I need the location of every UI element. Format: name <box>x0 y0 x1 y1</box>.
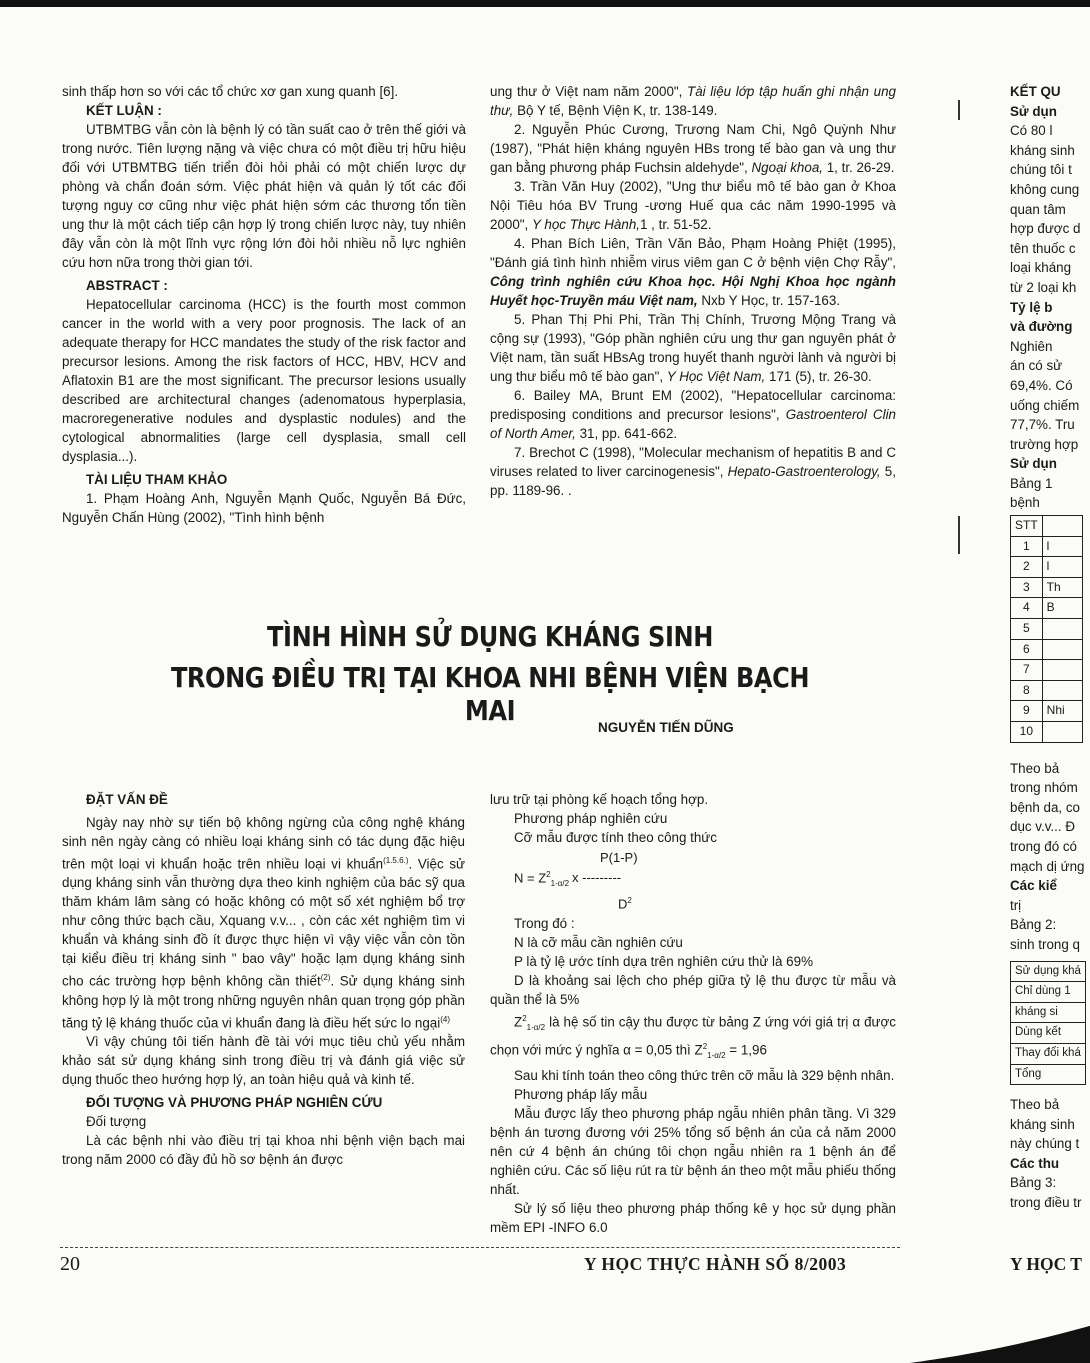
table-row: Sử dụng khá <box>1011 961 1086 982</box>
fragment-line: Các kiể <box>1010 878 1057 894</box>
journal-footer-fragment: Y HỌC T <box>1010 1254 1082 1274</box>
reference-item: 5. Phan Thị Phi Phi, Trần Thị Chính, Trương Mộng Trang và cộng sự (1993), "Góp phần nghiên cứu ung thư gan nguyên phát ở Việt nam, tần suất HBsAg trong huyết thanh người lành và người bị ung thư biểu mô tế bào gan", Y Học Việt Nam, 171 (5), tr. 26-30. <box>490 312 896 384</box>
subheading: Phương pháp nghiên cứu <box>514 811 668 826</box>
paragraph: Cỡ mẫu được tính theo công thức <box>514 830 717 845</box>
fragment-line: trong đó có <box>1010 838 1077 854</box>
footer-divider <box>60 1247 900 1248</box>
fragment-line: trong nhóm <box>1010 780 1078 796</box>
table-row: 4 B <box>1011 598 1083 619</box>
table-row: Thay đổi khá <box>1011 1043 1086 1064</box>
paragraph: P là tỷ lệ ước tính dựa trên nghiên cứu thử là 69% <box>514 954 813 970</box>
reference-item: ung thư ở Việt nam năm 2000", Tài liệu lớp tập huấn ghi nhận ung thư, Bộ Y tế, Bệnh Viện K, tr. 138-149. <box>490 84 896 118</box>
table-row: 2 l <box>1011 557 1083 578</box>
references-heading: TÀI LIỆU THAM KHẢO <box>86 472 228 487</box>
left-column-bottom <box>62 790 465 1169</box>
fragment-line: không cung <box>1010 181 1080 197</box>
table-row: kháng si <box>1011 1002 1086 1023</box>
fragment-line: này chúng t <box>1010 1136 1080 1152</box>
fragment-line: án có sử <box>1010 358 1063 374</box>
fragment-line: loại kháng <box>1010 260 1072 276</box>
sample-size-formula: P(1-P) $N = Z^2_{1-\alpha/2}$ x --------- $D^2$ <box>514 850 638 912</box>
subheading: Phương pháp lấy mẫu <box>514 1086 648 1102</box>
paragraph: D là khoảng sai lệch cho phép giữa tỷ lệ thu được từ mẫu và quần thể là 5% <box>490 973 896 1008</box>
fragment-line: Bảng 2: <box>1010 917 1057 933</box>
paragraph: Là các bệnh nhi vào điều trị tại khoa nhi bệnh viện bạch mai trong năm 2000 có đầy đủ hồ sơ bệnh án được <box>62 1133 465 1168</box>
left-column-top <box>62 82 466 527</box>
table-row: 9 Nhi <box>1011 701 1083 722</box>
author-name: NGUYỄN TIẾN DŨNG <box>598 720 734 735</box>
conclusion-heading: KẾT LUẬN : <box>86 103 162 118</box>
paragraph: sinh thấp hơn so với các tổ chức xơ gan xung quanh [6]. <box>62 84 399 99</box>
fragment-line: trường hợp <box>1010 436 1079 452</box>
fragment-line: kháng sinh <box>1010 1116 1075 1132</box>
fragment-text <box>1010 1095 1090 1213</box>
fragment-line: Tỷ lệ b <box>1010 299 1053 315</box>
fragment-line: Có 80 l <box>1010 123 1053 139</box>
paragraph: lưu trữ tại phòng kế hoạch tổng hợp. <box>490 792 709 807</box>
fragment-line: Nghiên <box>1010 338 1053 354</box>
right-column-bottom <box>490 790 896 1237</box>
table-row: 1 l <box>1011 536 1083 557</box>
fragment-line: bệnh da, co <box>1010 799 1080 815</box>
fragment-line: Các thu <box>1010 1155 1060 1171</box>
reference-item: 7. Brechot C (1998), "Molecular mechanism of hepatitis B and C viruses related to liver carcinogenesis", Hepato-Gastroenterology, 5, pp. 1189-96. . <box>490 445 896 498</box>
table-row: 7 <box>1011 660 1083 681</box>
right-page-fragment <box>1010 82 1090 1282</box>
table-row: Tổng <box>1011 1064 1086 1085</box>
reference-item: 1. Phạm Hoàng Anh, Nguyễn Mạnh Quốc, Nguyễn Bá Đức, Nguyễn Chấn Hùng (2002), "Tình hình bệnh <box>62 491 466 525</box>
fragment-text <box>1010 82 1090 513</box>
abstract-heading: ABSTRACT : <box>86 278 168 293</box>
table-header-cell: STT <box>1011 516 1043 537</box>
fragment-line: bệnh <box>1010 495 1040 511</box>
reference-item: 3. Trần Văn Huy (2002), "Ung thư biểu mô tế bào gan ở Khoa Nội Tiêu hóa BV Trung -ương Huế qua các năm 1990-1995 và 2000", Y học Thực Hành,1 , tr. 51-52. <box>490 179 896 232</box>
fragment-line: Theo bả <box>1010 1097 1060 1113</box>
gutter-mark <box>958 100 960 120</box>
table-row: 8 <box>1011 680 1083 701</box>
fragment-line: quan tâm <box>1010 201 1066 217</box>
fragment-line: mạch dị ứng <box>1010 858 1085 874</box>
conclusion-paragraph: UTBMTBG vẫn còn là bệnh lý có tần suất cao ở trên thế giới và trong nước. Tiên lượng nặng và việc chưa có một điều trị hữu hiệu đối với UTBMTBG tiến triển đòi hỏi phải có một chiến lược dự phòng và chẩn đoán sớm. Việc phát hiện và quản lý tốt các đối tượng nguy cơ cũng như việc phát hiện sớm các thương tổn tiền ung thư là một cách tiếp cận hợp lý trong chiến lược này, tuy nhiên đây vẫn còn là một lĩnh vực rộng lớn đòi hỏi nhiều nỗ lực nghiên cứu hơn nữa trong thời gian tới. <box>62 122 466 270</box>
page-number: 20 <box>60 1253 80 1275</box>
fragment-line: từ 2 loại kh <box>1010 279 1077 295</box>
paragraph: Sau khi tính toán theo công thức trên cỡ mẫu là 329 bệnh nhân. <box>514 1067 895 1083</box>
fragment-line: Theo bả <box>1010 760 1060 776</box>
paragraph: N là cỡ mẫu cần nghiên cứu <box>514 935 683 951</box>
page-corner-shadow <box>900 1318 1090 1363</box>
section-heading: ĐỐI TƯỢNG VÀ PHƯƠNG PHÁP NGHIÊN CỨU <box>86 1095 383 1111</box>
article-title-line-2: TRONG ĐIỀU TRỊ TẠI KHOA NHI BỆNH VIỆN BẠCH MAI <box>170 661 810 727</box>
paragraph: Sử lý số liệu theo phương pháp thống kê y học sử dụng phần mềm EPI -INFO 6.0 <box>490 1200 896 1235</box>
top-edge-line <box>0 0 1090 7</box>
gutter-mark <box>958 516 960 554</box>
table-row: 6 <box>1011 639 1083 660</box>
fragment-line: hợp được d <box>1010 221 1081 237</box>
fragment-line: sinh trong q <box>1010 936 1080 952</box>
fragment-line: 69,4%. Có <box>1010 377 1073 393</box>
table-row: 10 <box>1011 722 1083 743</box>
fragment-line: uống chiếm <box>1010 397 1080 413</box>
fragment-line: chúng tôi t <box>1010 162 1072 178</box>
abstract-paragraph: Hepatocellular carcinoma (HCC) is the fourth most common cancer in the world with a very poor prognosis. The lack of an adequate therapy for HCC mandates the study of the risk factor and precursor lesions. Among the risk factors of HCC, HBV, HCV and Aflatoxin B1 are the most significant. The precursor lesions usually described are architectural changes (adenomatous hyperplasia, macroregenerative nodules and dysplastic nodules) and the cytological abnormalities (large cell dysplasia, small cell dysplasia...). <box>62 297 466 464</box>
journal-footer: Y HỌC THỰC HÀNH SỐ 8/2003 <box>584 1254 847 1274</box>
fragment-line: trong điều tr <box>1010 1195 1082 1211</box>
table-2-fragment <box>1010 961 1086 1086</box>
fragment-line: tên thuốc c <box>1010 240 1076 256</box>
fragment-line: Bảng 1 <box>1010 475 1053 491</box>
paragraph: Vì vậy chúng tôi tiến hành đề tài với mục tiêu chủ yếu nhằm khảo sát sử dụng kháng sinh trong điều trị và đánh giá việc sử dụng thuốc theo hướng hợp lý, an toàn hiệu quả và kinh tế. <box>62 1034 465 1088</box>
fragment-line: 77,7%. Tru <box>1010 417 1075 433</box>
table-row: Chỉ dùng 1 <box>1011 982 1086 1003</box>
fragment-line: trị <box>1010 897 1022 913</box>
fragment-line: và đường <box>1010 319 1073 335</box>
reference-item: 2. Nguyễn Phúc Cương, Trương Nam Chi, Ngô Quỳnh Như (1987), "Phát hiện kháng nguyên HBs trong tế bào gan và ung thư gan bằng phương pháp Fuchsin aldehyde", Ngoại khoa, 1, tr. 26-29. <box>490 122 896 175</box>
fragment-line: KẾT QU <box>1010 84 1061 99</box>
paragraph: Ngày nay nhờ sự tiến bộ không ngừng của công nghệ kháng sinh nên ngày càng có nhiều loại kháng sinh có tác dụng đặc hiệu trên một loại vi khuẩn hoặc trên nhiều loại vi khuẩn$^{(1.5.6.)}$. Việc sử dụng kháng sinh vẫn thường dựa theo kinh nghiệm của bác sỹ qua thăm khám lâm sàng có hoặc không có một số xét nghiệm bổ trợ như công thức bạch cầu, Xquang v.v... , còn các xét nghiệm tìm vi khuẩn và kháng sinh đồ ít được thực hiện vì vậy việc vẫn còn tồn tại kiểu điều trị kháng sinh " bao vây" hoặc lạm dụng kháng sinh cho các trường hợp bệnh không cần thiết$^{(2)}$. Sử dụng kháng sinh không hợp lý là một trong những nguyên nhân quan trọng góp phần tăng tỷ lệ kháng thuốc của vi khuẩn đang là điều hết sức lo ngại$^{(4)}$ <box>62 815 465 1031</box>
paragraph: Mẫu được lấy theo phương pháp ngẫu nhiên phân tầng. Vì 329 bệnh án tương đương với 25% tổng số bệnh án của cả năm 2000 nên cứ 4 bệnh án chúng tôi chọn ngẫu nhiên ra 1 bệnh án để nghiên cứu. Các số liệu rút ra từ bệnh án theo một mẫu phiếu thống nhất. <box>490 1105 896 1197</box>
fragment-line: Sử dụn <box>1010 103 1057 119</box>
section-heading: ĐẶT VẤN ĐỀ <box>86 792 168 807</box>
fragment-line: Sử dụn <box>1010 456 1057 472</box>
fragment-text <box>1010 759 1090 955</box>
reference-item: 4. Phan Bích Liên, Trần Văn Bảo, Phạm Hoàng Phiệt (1995), "Đánh giá tình hình nhiễm virus viêm gan C ở bệnh viện Chợ Rẫy", Công trình nghiên cứu Khoa học. Hội Nghị Khoa học ngành Huyết học-Truyền máu Việt nam, Nxb Y Học, tr. 157-163. <box>490 236 896 308</box>
paragraph: Trong đó : <box>514 916 575 932</box>
fragment-line: kháng sinh <box>1010 142 1075 158</box>
table-row: 3 Th <box>1011 577 1083 598</box>
reference-item: 6. Bailey MA, Brunt EM (2002), "Hepatocellular carcinoma: predisposing conditions and precursor lesions", Gastroenterol Clin of North Amer, 31, pp. 641-662. <box>490 388 896 441</box>
right-column-top <box>490 82 896 500</box>
fragment-line: dục v.v... Đ <box>1010 819 1075 835</box>
table-row: 5 <box>1011 619 1083 640</box>
table-row: Dùng kết <box>1011 1023 1086 1044</box>
paragraph: $Z^2_{1-\alpha/2}$ là hệ số tin cậy thu được từ bảng Z ứng với giá trị α được chọn với mức ý nghĩa α = 0,05 thì $Z^2_{1-\alpha/2} = 1,96$ <box>490 1014 896 1061</box>
table-1-fragment <box>1010 515 1083 743</box>
subheading: Đối tượng <box>86 1114 147 1130</box>
article-title-line-1: TÌNH HÌNH SỬ DỤNG KHÁNG SINH <box>267 620 713 653</box>
fragment-line: Bảng 3: <box>1010 1175 1057 1191</box>
